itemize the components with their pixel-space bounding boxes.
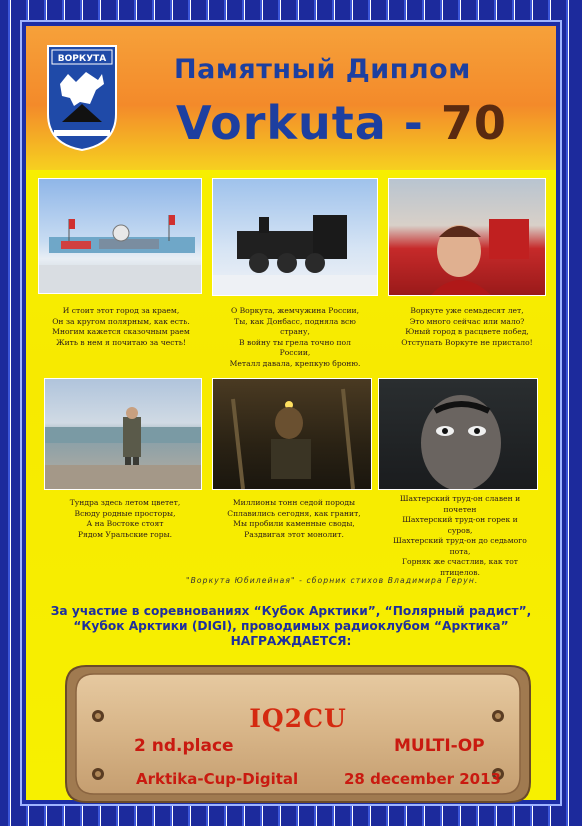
contest-label: Arktika-Cup-Digital <box>136 770 299 788</box>
diploma-subtitle <box>176 96 507 150</box>
emblem-label: ВОРКУТА <box>57 54 107 64</box>
caption-line: птицелов. <box>440 567 480 577</box>
caption-line: почетен <box>443 504 477 514</box>
award-line-1: За участие в соревнованиях “Кубок Арктики”, “Полярный радист”, <box>50 604 532 618</box>
poem-caption-2 <box>212 306 378 369</box>
poem-caption-6 <box>376 494 544 578</box>
caption-line: Жить в нем я почитаю за честь! <box>56 337 186 347</box>
award-line-2: “Кубок Арктики (DIGI), проводимых радиоклубом “Арктика” <box>73 619 509 633</box>
miner-face-illustration <box>379 379 538 490</box>
caption-line: Шахтерский труд-он славен и <box>399 494 521 503</box>
caption-line: Он за кругом полярным, как есть. <box>52 316 190 326</box>
header-band <box>26 26 556 170</box>
photo-locomotive <box>212 178 378 296</box>
diploma-panel <box>26 26 556 800</box>
caption-line: суров, <box>447 525 473 535</box>
award-plaque <box>64 664 532 804</box>
photo-miner <box>212 378 372 490</box>
caption-line: А на Востоке стоят <box>86 519 164 528</box>
photo-city-sign <box>38 178 202 294</box>
subtitle-number: 70 <box>440 96 507 150</box>
date-label: 28 december 2013 <box>344 770 501 788</box>
poem-credit: "Воркута Юбилейная" - сборник стихов Владимира Герун. <box>186 576 479 585</box>
city-sign-illustration <box>39 179 202 294</box>
award-text <box>42 604 540 649</box>
caption-line: России, <box>279 348 311 357</box>
caption-line: Тундра здесь летом цветет, <box>69 498 181 507</box>
callsign: IQ2CU <box>249 704 347 733</box>
caption-line: И стоит этот город за краем, <box>62 306 180 315</box>
caption-line: пота, <box>449 546 471 556</box>
photo-miner-face <box>378 378 538 490</box>
photo-tundra-man <box>44 378 202 490</box>
subtitle-word: Vorkuta - <box>176 96 441 150</box>
caption-line: Металл давала, крепкую броню. <box>229 358 361 368</box>
diploma-title: Памятный Диплом <box>174 54 471 85</box>
caption-line: О Воркута, жемчужина России, <box>230 306 360 315</box>
rally-illustration <box>389 179 546 296</box>
caption-line: Рядом Уральские горы. <box>77 529 173 539</box>
caption-line: Ты, как Донбасс, поднялa всю <box>234 316 356 326</box>
caption-line: Мы пробили каменные своды, <box>233 519 355 528</box>
locomotive-illustration <box>213 179 378 296</box>
poem-caption-4 <box>50 498 200 540</box>
award-line-3: НАГРАЖДАЕТСЯ: <box>230 634 352 648</box>
caption-line: Раздвигая этот монолит. <box>244 529 344 539</box>
poem-caption-5 <box>212 498 376 540</box>
caption-line: Шахтерский труд-он до седьмого <box>393 536 527 545</box>
miner-illustration <box>213 379 372 490</box>
place-label: 2 nd.place <box>134 736 234 756</box>
caption-line: Шахтерский труд-он горек и <box>402 515 518 524</box>
mode-label: MULTI-OP <box>394 736 485 756</box>
caption-line: Всюду родные просторы, <box>74 508 176 518</box>
caption-line: Отступать Воркуте не пристало! <box>401 337 533 347</box>
caption-line: Воркуте уже семьдесят лет, <box>410 306 524 315</box>
poem-caption-3 <box>386 306 548 348</box>
tundra-illustration <box>45 379 202 490</box>
caption-line: Миллионы тонн седой породы <box>232 498 356 507</box>
caption-line: страну, <box>280 327 310 336</box>
city-emblem-icon <box>46 44 118 152</box>
caption-line: Горняк же счастлив, как тот <box>401 557 519 566</box>
caption-line: Юный город в расцвете побед, <box>405 327 529 336</box>
caption-line: Многим кажется сказочным раем <box>52 327 190 336</box>
poem-caption-1 <box>36 306 206 348</box>
caption-line: В войну ты грела точно пол <box>239 337 351 347</box>
caption-line: Сплавились сегодня, как гранит, <box>227 508 361 518</box>
caption-line: Это много сейчас или мало? <box>409 316 525 326</box>
photo-rally <box>388 178 546 296</box>
